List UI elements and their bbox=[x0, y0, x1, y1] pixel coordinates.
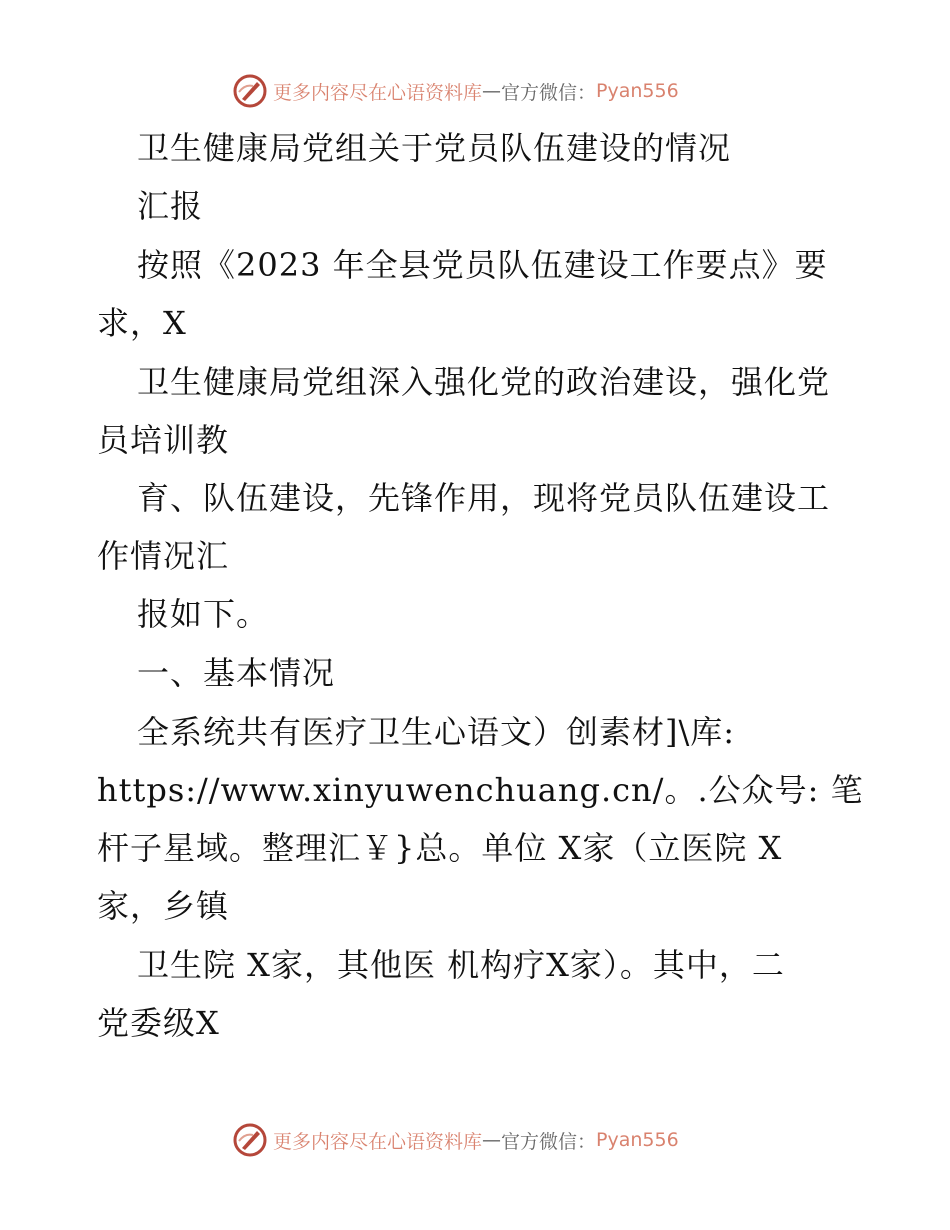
paragraph-line: 作情况汇 bbox=[97, 537, 230, 575]
watermark-wechat-label: 官方微信： bbox=[501, 1130, 597, 1153]
paragraph-line: 卫生健康局党组深入强化党的政治建设，强化党 bbox=[137, 363, 831, 401]
title-line: 汇报 bbox=[137, 187, 204, 225]
footer-watermark bbox=[233, 1120, 679, 1160]
paragraph-line: 育、队伍建设，先锋作用，现将党员队伍建设工 bbox=[137, 479, 831, 517]
paragraph-line: 报如下。 bbox=[137, 595, 270, 633]
watermark-dash: — bbox=[482, 80, 502, 102]
paragraph-line: 员培训教 bbox=[97, 421, 230, 459]
watermark-wechat-id: Pyan556 bbox=[596, 1129, 679, 1151]
paragraph-line: https://www.xinyuwenchuang.cn/。.公众号: 笔 bbox=[97, 771, 864, 809]
paragraph-line: 家，乡镇 bbox=[97, 887, 230, 925]
watermark-wechat-id: Pyan556 bbox=[596, 80, 679, 102]
watermark-text: 更多内容尽在心语资料库 bbox=[273, 81, 483, 104]
paragraph-line: 卫生院 X家，其他医 机构疗X家）。其中，二 bbox=[137, 946, 785, 984]
paragraph-line: 党委级X bbox=[97, 1004, 220, 1042]
watermark-dash: — bbox=[482, 1129, 502, 1151]
title-line: 卫生健康局党组关于党员队伍建设的情况 bbox=[137, 129, 732, 167]
paragraph-line: 杆子星域。整理汇￥}总。单位 X家（立医院 X bbox=[97, 829, 783, 867]
watermark-wechat-label: 官方微信： bbox=[501, 81, 597, 104]
section-heading: 一、基本情况 bbox=[137, 654, 336, 692]
paragraph-line: 全系统共有医疗卫生心语文）创素材]\库: bbox=[137, 713, 736, 751]
paragraph-line: 按照《2023 年全县党员队伍建设工作要点》要 bbox=[137, 246, 828, 284]
header-watermark bbox=[233, 71, 679, 111]
paragraph-line: 求，X bbox=[97, 304, 187, 342]
watermark-text: 更多内容尽在心语资料库 bbox=[273, 1130, 483, 1153]
pen-logo-icon bbox=[233, 1123, 267, 1157]
pen-logo-icon bbox=[233, 74, 267, 108]
